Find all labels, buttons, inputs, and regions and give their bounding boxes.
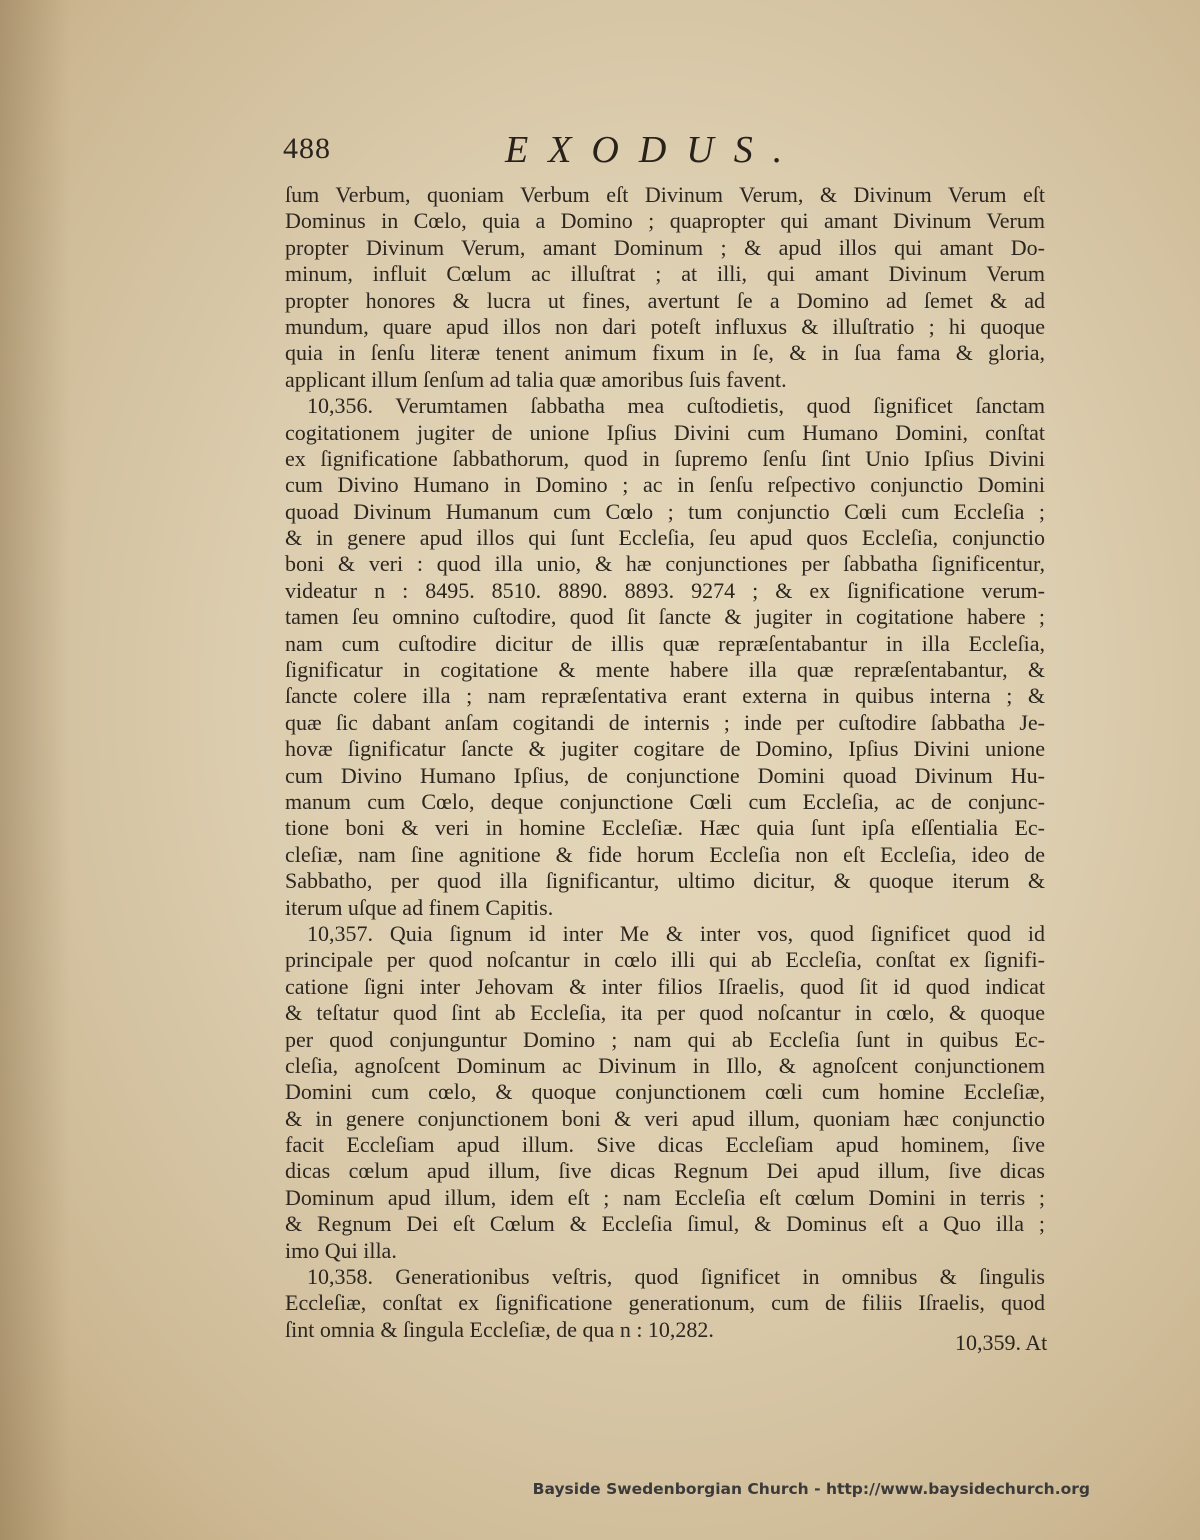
text-line: & in genere conjunctionem boni & veri apud illum, quoniam hæc conjunctio [285, 1105, 1045, 1131]
text-line: cum Divino Humano Ipſius, de conjunctione Domini quoad Divinum Hu- [285, 762, 1045, 788]
page-number: 488 [283, 132, 331, 165]
text-line: boni & veri : quod illa unio, & hæ conjunctiones per ſabbatha ſignificentur, [285, 551, 1045, 577]
text-line: & in genere apud illos qui ſunt Eccleſia, ſeu apud quos Eccleſia, conjunctio [285, 525, 1045, 551]
text-line: cleſia, agnoſcent Dominum ac Divinum in Illo, & agnoſcent conjunctionem [285, 1052, 1045, 1078]
text-line: ſancte colere illa ; nam repræſentativa erant externa in quibus interna ; & [285, 683, 1045, 709]
text-line: propter honores & lucra ut fines, avertunt ſe a Domino ad ſemet & ad [285, 287, 1045, 313]
text-line: iterum uſque ad finem Capitis. [285, 894, 554, 920]
text-line: Sabbatho, per quod illa ſignificantur, ultimo dicitur, & quoque iterum & [285, 868, 1045, 894]
text-line: imo Qui illa. [285, 1237, 397, 1263]
text-line: minum, influit Cœlum ac illuſtrat ; at illi, qui amant Divinum Verum [285, 261, 1045, 287]
text-line: hovæ ſignificatur ſancte & jugiter cogitare de Domino, Ipſius Divini unione [285, 736, 1045, 762]
text-line: dicas cœlum apud illum, ſive dicas Regnum Dei apud illum, ſive dicas [285, 1158, 1045, 1184]
text-line: quoad Divinum Humanum cum Cœlo ; tum conjunctio Cœli cum Eccleſia ; [285, 498, 1045, 524]
text-line: ſint omnia & ſingula Eccleſiæ, de qua n : 10,282. [285, 1316, 714, 1342]
text-line: & Regnum Dei eſt Cœlum & Eccleſia ſimul, & Dominus eſt a Quo illa ; [285, 1211, 1045, 1237]
text-line: per quod conjunguntur Domino ; nam qui ab Eccleſia ſunt in quibus Ec- [285, 1026, 1045, 1052]
text-line: ſignificatur in cogitatione & mente habere illa quæ repræſentabantur, & [285, 657, 1045, 683]
text-line: cogitationem jugiter de unione Ipſius Divini cum Humano Domini, conſtat [285, 419, 1045, 445]
text-line: Eccleſiæ, conſtat ex ſignificatione generationum, cum de filiis Iſraelis, quod [285, 1290, 1045, 1316]
text-line: propter Divinum Verum, amant Dominum ; & apud illos qui amant Do- [285, 234, 1045, 260]
text-line: 10,358. Generationibus veſtris, quod ſignificet in omnibus & ſingulis [307, 1264, 1045, 1290]
text-line: Dominum apud illum, idem eſt ; nam Eccleſia eſt cœlum Domini in terris ; [285, 1184, 1045, 1210]
page-edge-shadow [0, 0, 70, 1540]
page-header [283, 128, 1043, 172]
text-line: 10,356. Verumtamen ſabbatha mea cuſtodietis, quod ſignificet ſanctam [307, 393, 1045, 419]
text-line: quæ ſic dabant anſam cogitandi de internis ; inde per cuſtodire ſabbatha Je- [285, 709, 1045, 735]
text-line: 10,357. Quia ſignum id inter Me & inter vos, quod ſignificet quod id [307, 920, 1045, 946]
text-line: nam cum cuſtodire dicitur de illis quæ repræſentabantur in illa Eccleſia, [285, 630, 1045, 656]
text-line: mundum, quare apud illos non dari poteſt influxus & illuſtratio ; hi quoque [285, 313, 1045, 339]
text-line: tamen ſeu omnino cuſtodire, quod ſit ſancte & jugiter in cogitatione habere ; [285, 604, 1045, 630]
text-line: ex ſignificatione ſabbathorum, quod in ſupremo ſenſu ſint Unio Ipſius Divini [285, 445, 1045, 471]
text-line: catione ſigni inter Jehovam & inter filios Iſraelis, quod ſit id quod indicat [285, 973, 1045, 999]
text-line: ſum Verbum, quoniam Verbum eſt Divinum Verum, & Divinum Verum eſt [285, 182, 1045, 207]
text-line: videatur n : 8495. 8510. 8890. 8893. 9274 ; & ex ſignificatione verum- [285, 577, 1045, 603]
text-line: & teſtatur quod ſint ab Eccleſia, ita per quod noſcantur in cœlo, & quoque [285, 1000, 1045, 1026]
text-line: quia in ſenſu literæ tenent animum fixum in ſe, & in ſua fama & gloria, [285, 340, 1045, 366]
text-line: tione boni & veri in homine Eccleſiæ. Hæc quia ſunt ipſa eſſentialia Ec- [285, 815, 1045, 841]
text-line: principale per quod noſcantur in cœlo illi qui ab Eccleſia, conſtat ex ſignifi- [285, 947, 1045, 973]
text-line: Domini cum cœlo, & quoque conjunctionem cœli cum homine Eccleſiæ, [285, 1079, 1045, 1105]
text-line: facit Eccleſiam apud illum. Sive dicas Eccleſiam apud hominem, ſive [285, 1132, 1045, 1158]
text-line: cum Divino Humano in Domino ; ac in ſenſu reſpectivo conjunctio Domini [285, 472, 1045, 498]
catchword: 10,359. At [955, 1330, 1048, 1355]
text-line: Dominus in Cœlo, quia a Domino ; quapropter qui amant Divinum Verum [285, 208, 1045, 234]
body-text [285, 182, 1045, 1343]
running-title: EXODUS. [505, 129, 803, 171]
watermark-text: Bayside Swedenborgian Church - http://www.baysidechurch.org [532, 1480, 1090, 1498]
text-line: applicant illum ſenſum ad talia quæ amoribus ſuis favent. [285, 366, 787, 392]
text-line: cleſiæ, nam ſine agnitione & fide horum Eccleſia non eſt Eccleſia, ideo de [285, 841, 1045, 867]
text-line: manum cum Cœlo, deque conjunctione Cœli cum Eccleſia, ac de conjunc- [285, 788, 1045, 814]
